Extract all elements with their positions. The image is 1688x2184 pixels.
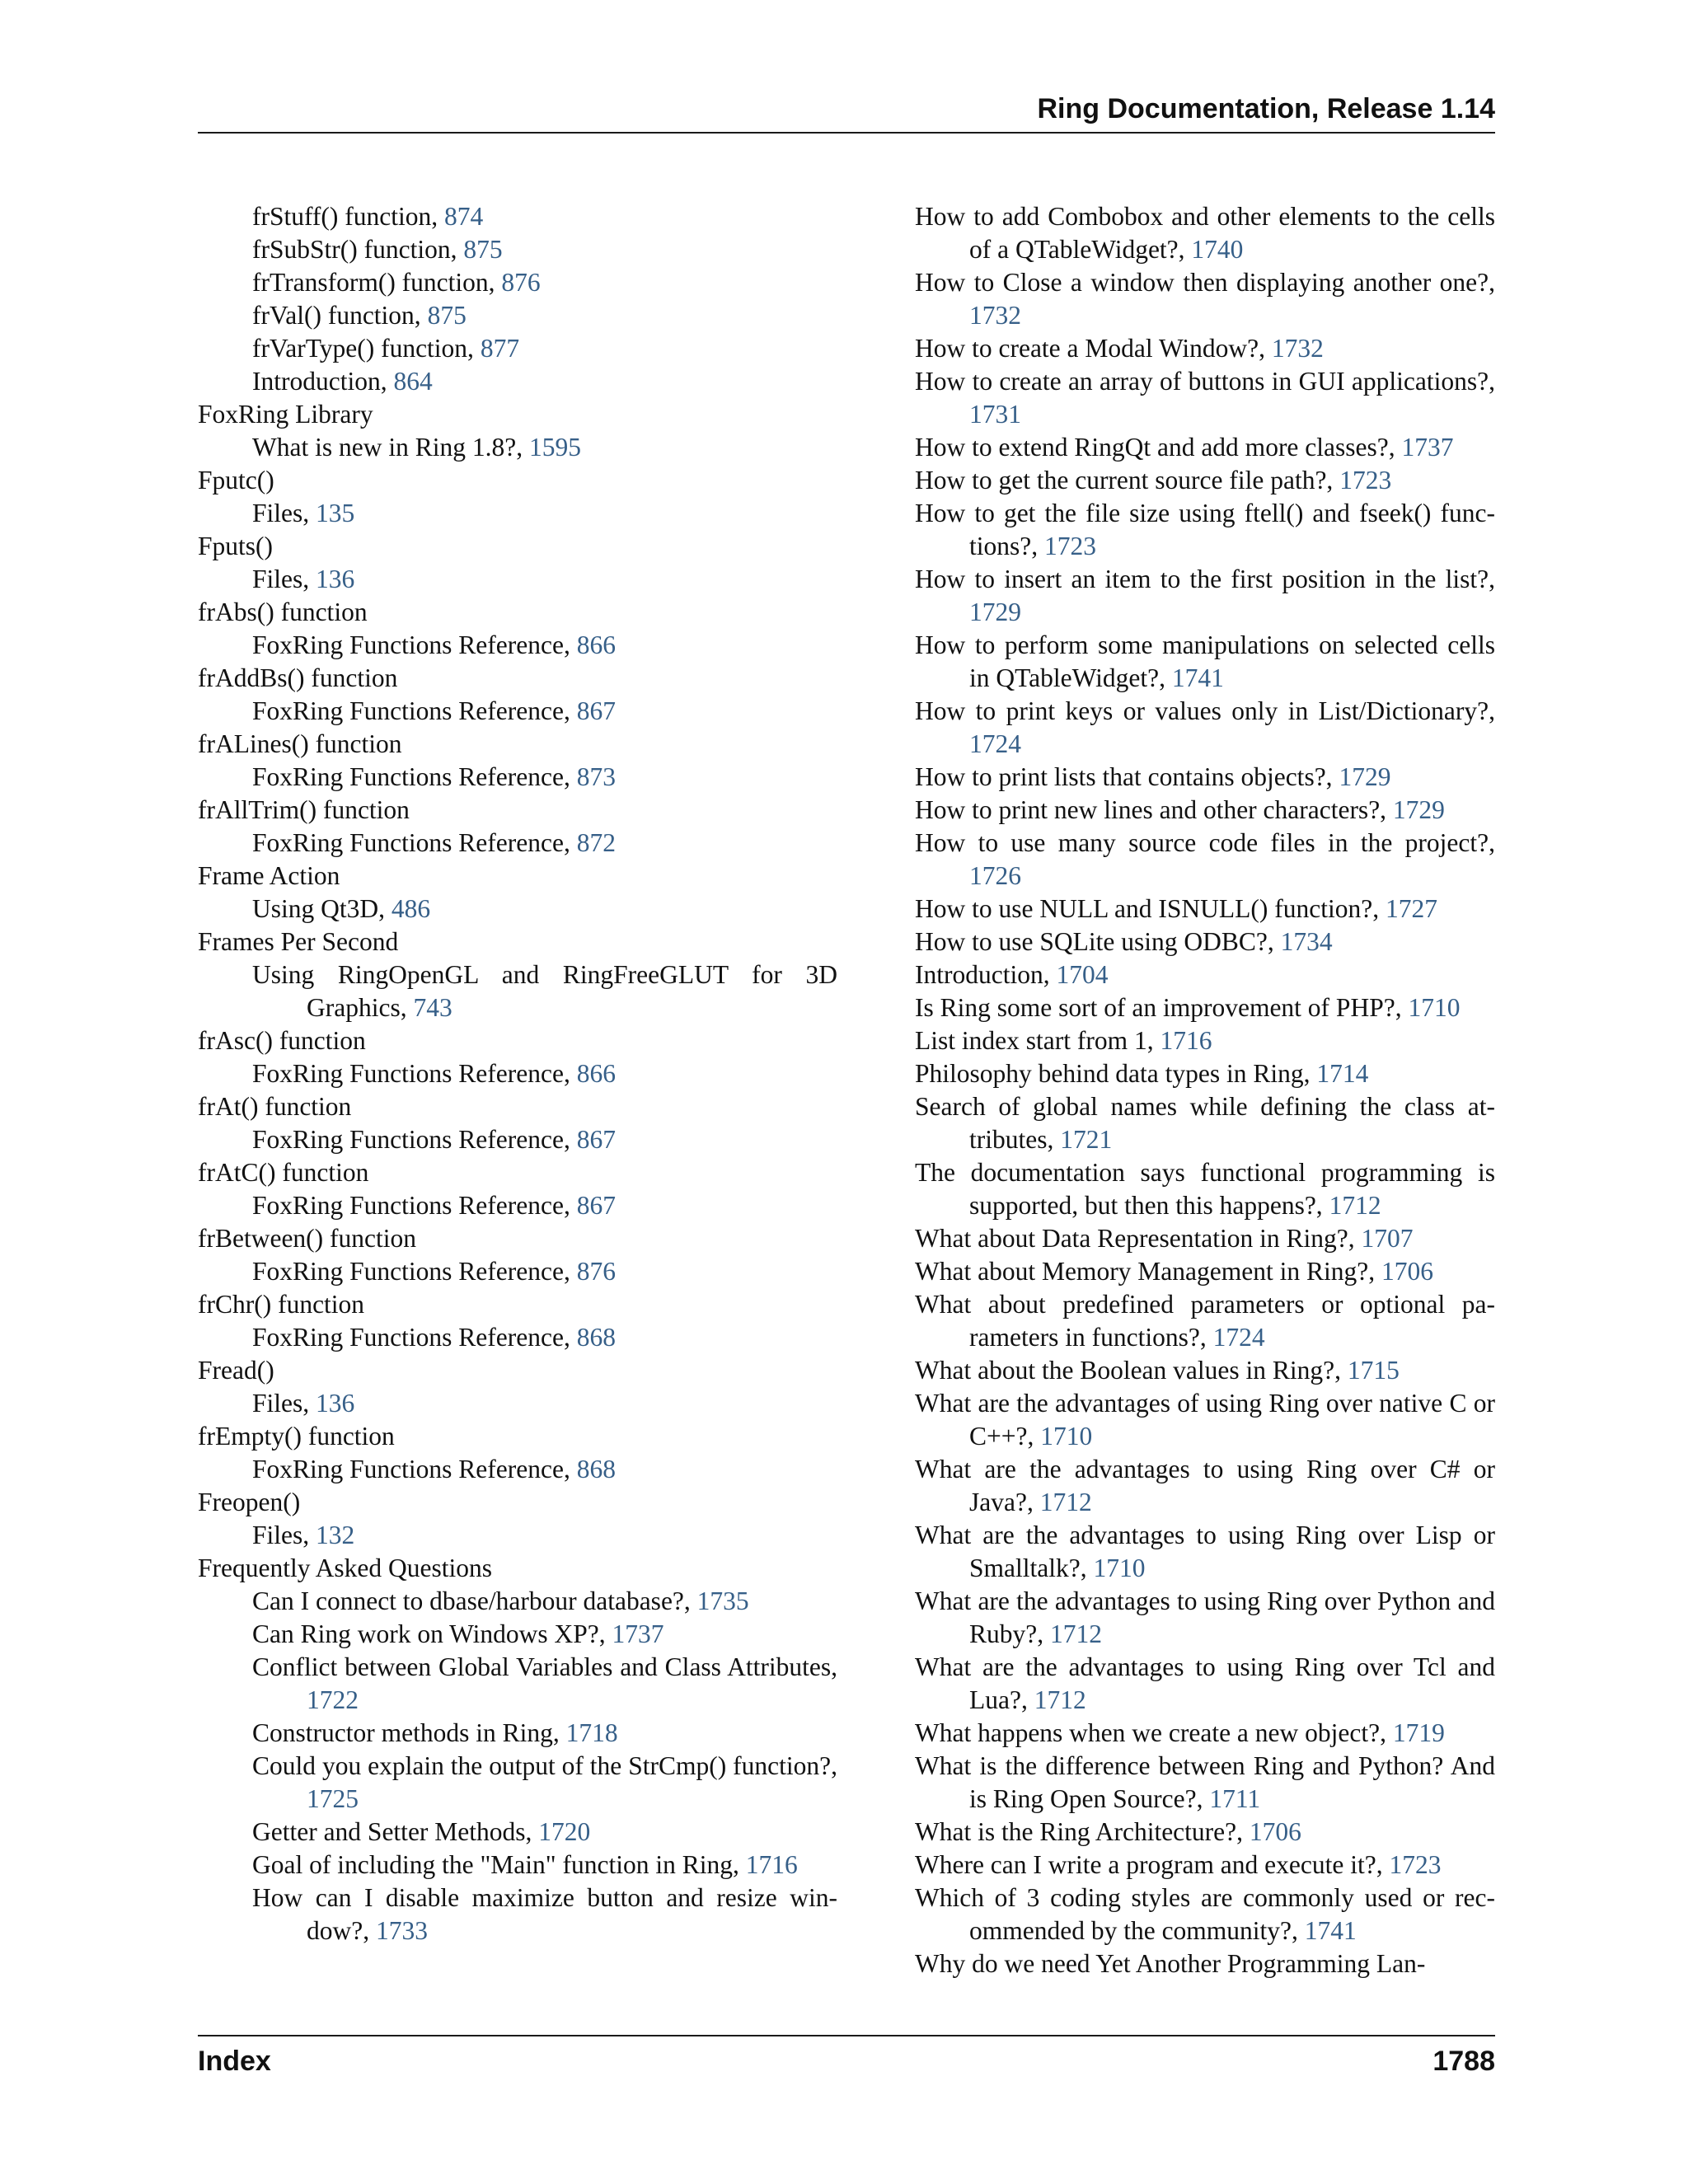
entry-text: Fread() xyxy=(198,1356,274,1385)
entry-text: Fputs() xyxy=(198,532,274,560)
index-entry xyxy=(915,629,1495,695)
entry-text: FoxRing Functions Reference, xyxy=(252,1191,577,1220)
index-entry xyxy=(915,1156,1495,1222)
index-subentry xyxy=(198,497,837,530)
index-entry xyxy=(198,1156,837,1189)
page-link[interactable]: 875 xyxy=(463,235,503,264)
index-subentry xyxy=(198,629,837,662)
index-entry xyxy=(198,926,837,958)
index-entry xyxy=(915,332,1495,365)
page-link[interactable]: 866 xyxy=(576,1059,616,1088)
index-subentry xyxy=(198,332,837,365)
page-link[interactable]: 1718 xyxy=(565,1718,618,1747)
page-link[interactable]: 1735 xyxy=(696,1586,749,1615)
index-entry xyxy=(915,200,1495,266)
page-link[interactable]: 1729 xyxy=(1392,795,1445,824)
entry-text: Which of 3 coding styles are commonly used or recommended by the community?, xyxy=(915,1883,1495,1945)
index-entry xyxy=(198,794,837,827)
index-subentry xyxy=(198,1882,837,1947)
entry-text: How to Close a window then displaying another one?, xyxy=(915,268,1495,297)
entry-text: frVarType() function, xyxy=(252,334,481,363)
index-entry xyxy=(915,1024,1495,1057)
entry-text: frAt() function xyxy=(198,1092,352,1121)
entry-text: What are the advantages to using Ring over Python and Ruby?, xyxy=(915,1586,1495,1648)
index-entry xyxy=(915,1651,1495,1717)
entry-text: Can Ring work on Windows XP?, xyxy=(252,1619,612,1648)
entry-text: How to insert an item to the first position in the list?, xyxy=(915,565,1495,593)
page-link[interactable]: 1733 xyxy=(375,1916,428,1945)
page-link[interactable]: 872 xyxy=(576,828,616,857)
page-link[interactable]: 486 xyxy=(391,894,431,923)
page-link[interactable]: 1710 xyxy=(1040,1422,1093,1451)
entry-text: How to get the file size using ftell() and fseek() functions?, xyxy=(915,499,1495,560)
page-link[interactable]: 876 xyxy=(576,1257,616,1286)
index-entry xyxy=(915,464,1495,497)
index-entry xyxy=(915,1882,1495,1947)
entry-text: How to use SQLite using ODBC?, xyxy=(915,927,1281,956)
index-entry xyxy=(198,464,837,497)
page-link[interactable]: 1710 xyxy=(1093,1554,1146,1582)
index-subentry xyxy=(198,1750,837,1816)
index-subentry xyxy=(198,695,837,728)
page-link[interactable]: 1729 xyxy=(1339,762,1391,791)
entry-text: How to create an array of buttons in GUI applications?, xyxy=(915,367,1495,396)
entry-text: What about Data Representation in Ring?, xyxy=(915,1224,1362,1253)
index-entry xyxy=(915,991,1495,1024)
page-link[interactable]: 1719 xyxy=(1392,1718,1445,1747)
page-link[interactable]: 866 xyxy=(576,630,616,659)
entry-text: How to perform some manipulations on selected cells in QTableWidget?, xyxy=(915,630,1495,692)
entry-text: How to print new lines and other characters?, xyxy=(915,795,1393,824)
entry-text: How to use NULL and ISNULL() function?, xyxy=(915,894,1386,923)
entry-text: How to create a Modal Window?, xyxy=(915,334,1272,363)
index-entry xyxy=(198,1552,837,1585)
entry-text: Where can I write a program and execute it?, xyxy=(915,1850,1390,1879)
page-link[interactable]: 873 xyxy=(576,762,616,791)
entry-text: Goal of including the "Main" function in Ring, xyxy=(252,1850,746,1879)
entry-text: What is the difference between Ring and Python? And is Ring Open Source?, xyxy=(915,1751,1495,1813)
page-link[interactable]: 874 xyxy=(444,202,484,231)
entry-text: Introduction, xyxy=(915,960,1057,989)
index-entry xyxy=(198,860,837,893)
page-link[interactable]: 1723 xyxy=(1339,466,1392,494)
entry-text: What is new in Ring 1.8?, xyxy=(252,433,529,462)
index-entry xyxy=(915,1453,1495,1519)
page-link[interactable]: 1727 xyxy=(1385,894,1437,923)
page-link[interactable]: 136 xyxy=(316,565,355,593)
page-link[interactable]: 867 xyxy=(576,1191,616,1220)
page-link[interactable]: 1732 xyxy=(1271,334,1324,363)
entry-text: How to use many source code files in the project?, xyxy=(915,828,1495,857)
page-link[interactable]: 876 xyxy=(501,268,541,297)
index-subentry xyxy=(198,1651,837,1717)
index-entry xyxy=(198,728,837,761)
index-entry xyxy=(915,958,1495,991)
index-entry xyxy=(915,827,1495,893)
page-link[interactable]: 1741 xyxy=(1304,1916,1357,1945)
page-link[interactable]: 1732 xyxy=(969,301,1021,330)
index-entry xyxy=(198,1354,837,1387)
entry-text: FoxRing Functions Reference, xyxy=(252,762,577,791)
index-entry xyxy=(915,497,1495,563)
entry-text: What about the Boolean values in Ring?, xyxy=(915,1356,1348,1385)
index-subentry xyxy=(198,1453,837,1486)
entry-text: What happens when we create a new object?, xyxy=(915,1718,1393,1747)
page-link[interactable]: 867 xyxy=(576,1125,616,1154)
page-link[interactable]: 743 xyxy=(413,993,452,1022)
index-entry xyxy=(198,1024,837,1057)
page-link[interactable]: 868 xyxy=(576,1323,616,1352)
index-entry xyxy=(915,1090,1495,1156)
page-footer xyxy=(198,2035,1495,2083)
entry-text: FoxRing Functions Reference, xyxy=(252,630,577,659)
document-title: Ring Documentation, Release 1.14 xyxy=(1037,93,1495,124)
index-column-left xyxy=(198,200,837,1947)
index-subentry xyxy=(198,299,837,332)
entry-text: Frames Per Second xyxy=(198,927,399,956)
index-subentry xyxy=(198,827,837,860)
page-link[interactable]: 1741 xyxy=(1171,663,1224,692)
entry-text: Files, xyxy=(252,499,316,527)
page-link[interactable]: 1722 xyxy=(307,1685,359,1714)
page-link[interactable]: 1737 xyxy=(1401,433,1454,462)
entry-text: FoxRing Functions Reference, xyxy=(252,696,577,725)
page-link[interactable]: 1712 xyxy=(1329,1191,1381,1220)
entry-text: How to print lists that contains objects?, xyxy=(915,762,1339,791)
entry-text: What about predefined parameters or optional parameters in functions?, xyxy=(915,1290,1495,1352)
index-column-right xyxy=(915,200,1495,1980)
entry-text: Using RingOpenGL and RingFreeGLUT for 3D Graphics, xyxy=(252,960,837,1022)
page-link[interactable]: 867 xyxy=(576,696,616,725)
index-subentry xyxy=(198,893,837,926)
page-link[interactable]: 1724 xyxy=(1212,1323,1265,1352)
page-link[interactable]: 1716 xyxy=(745,1850,798,1879)
entry-text: frEmpty() function xyxy=(198,1422,395,1451)
entry-text: frAtC() function xyxy=(198,1158,369,1187)
page-header xyxy=(198,92,1495,134)
entry-text: What about Memory Management in Ring?, xyxy=(915,1257,1381,1286)
entry-text: Constructor methods in Ring, xyxy=(252,1718,566,1747)
entry-text: How to print keys or values only in List/Dictionary?, xyxy=(915,696,1495,725)
entry-text: frChr() function xyxy=(198,1290,365,1319)
index-entry xyxy=(915,1354,1495,1387)
page-link[interactable]: 1716 xyxy=(1160,1026,1212,1055)
page-link[interactable]: 1725 xyxy=(307,1784,359,1813)
page-link[interactable]: 1726 xyxy=(969,861,1021,890)
page-link[interactable]: 864 xyxy=(393,367,433,396)
entry-text: What are the advantages of using Ring over native C or C++?, xyxy=(915,1389,1495,1451)
index-subentry xyxy=(198,200,837,233)
entry-text: The documentation says functional programming is supported, but then this happens?, xyxy=(915,1158,1495,1220)
entry-text: FoxRing Functions Reference, xyxy=(252,1455,577,1483)
page-link[interactable]: 1720 xyxy=(538,1817,591,1846)
page-link[interactable]: 1595 xyxy=(528,433,581,462)
index-entry xyxy=(198,398,837,431)
index-subentry xyxy=(198,1849,837,1882)
entry-text: Files, xyxy=(252,565,316,593)
page-link[interactable]: 1723 xyxy=(1044,532,1096,560)
entry-text: What is the Ring Architecture?, xyxy=(915,1817,1250,1846)
index-subentry xyxy=(198,431,837,464)
entry-text: Frequently Asked Questions xyxy=(198,1554,492,1582)
index-entry xyxy=(915,365,1495,431)
entry-text: Is Ring some sort of an improvement of PHP?, xyxy=(915,993,1409,1022)
index-subentry xyxy=(198,233,837,266)
page-link[interactable]: 1734 xyxy=(1280,927,1333,956)
index-entry xyxy=(915,1288,1495,1354)
index-subentry xyxy=(198,1519,837,1552)
entry-text: How to extend RingQt and add more classes?, xyxy=(915,433,1402,462)
entry-text: What are the advantages to using Ring over Lisp or Smalltalk?, xyxy=(915,1521,1495,1582)
index-entry xyxy=(915,1750,1495,1816)
page-link[interactable]: 1712 xyxy=(1034,1685,1086,1714)
page-number: 1788 xyxy=(1432,2046,1495,2077)
page-link[interactable]: 136 xyxy=(316,1389,355,1418)
index-subentry xyxy=(198,1255,837,1288)
entry-text: frAbs() function xyxy=(198,598,368,626)
footer-section-label: Index xyxy=(198,2046,271,2077)
entry-text: Getter and Setter Methods, xyxy=(252,1817,539,1846)
index-subentry xyxy=(198,1123,837,1156)
index-entry xyxy=(198,1420,837,1453)
entry-text: Philosophy behind data types in Ring, xyxy=(915,1059,1317,1088)
index-entry xyxy=(915,1849,1495,1882)
entry-text: How to get the current source file path?, xyxy=(915,466,1340,494)
index-entry xyxy=(915,794,1495,827)
page-link[interactable]: 1706 xyxy=(1249,1817,1301,1846)
index-subentry xyxy=(198,563,837,596)
index-subentry xyxy=(198,958,837,1024)
page-link[interactable]: 877 xyxy=(480,334,520,363)
index-subentry xyxy=(198,1585,837,1618)
index-subentry xyxy=(198,1189,837,1222)
entry-text: frAddBs() function xyxy=(198,663,398,692)
entry-text: What are the advantages to using Ring over Tcl and Lua?, xyxy=(915,1652,1495,1714)
page-link[interactable]: 1721 xyxy=(1060,1125,1113,1154)
index-subentry xyxy=(198,365,837,398)
entry-text: How to add Combobox and other elements to the cells of a QTableWidget?, xyxy=(915,202,1495,264)
entry-text: How can I disable maximize button and resize window?, xyxy=(252,1883,837,1945)
index-entry xyxy=(198,662,837,695)
index-entry xyxy=(915,926,1495,958)
entry-text: Why do we need Yet Another Programming Lan- xyxy=(915,1949,1426,1978)
page-link[interactable]: 135 xyxy=(316,499,355,527)
index-subentry xyxy=(198,761,837,794)
page-link[interactable]: 1706 xyxy=(1381,1257,1433,1286)
entry-text: frStuff() function, xyxy=(252,202,444,231)
entry-text: FoxRing Functions Reference, xyxy=(252,1059,577,1088)
index-subentry xyxy=(198,1816,837,1849)
entry-text: FoxRing Functions Reference, xyxy=(252,1323,577,1352)
entry-text: What are the advantages to using Ring over C# or Java?, xyxy=(915,1455,1495,1516)
index-entry xyxy=(915,563,1495,629)
index-subentry xyxy=(198,1057,837,1090)
page-link[interactable]: 1715 xyxy=(1347,1356,1400,1385)
entry-text: Files, xyxy=(252,1389,316,1418)
page-link[interactable]: 1712 xyxy=(1050,1619,1102,1648)
entry-text: FoxRing Functions Reference, xyxy=(252,1257,577,1286)
entry-text: Freopen() xyxy=(198,1488,301,1516)
index-entry xyxy=(915,695,1495,761)
entry-text: frTransform() function, xyxy=(252,268,502,297)
page-link[interactable]: 1704 xyxy=(1056,960,1109,989)
entry-text: Fputc() xyxy=(198,466,274,494)
index-entry xyxy=(915,1222,1495,1255)
page-link[interactable]: 1737 xyxy=(612,1619,664,1648)
page-link[interactable]: 1707 xyxy=(1361,1224,1414,1253)
entry-text: Can I connect to dbase/harbour database?, xyxy=(252,1586,697,1615)
entry-text: Frame Action xyxy=(198,861,340,890)
entry-text: frAsc() function xyxy=(198,1026,366,1055)
page-link[interactable]: 868 xyxy=(576,1455,616,1483)
entry-text: List index start from 1, xyxy=(915,1026,1160,1055)
index-entry xyxy=(915,1057,1495,1090)
page-link[interactable]: 1712 xyxy=(1039,1488,1092,1516)
index-entry xyxy=(915,1387,1495,1453)
entry-text: frVal() function, xyxy=(252,301,428,330)
entry-text: Files, xyxy=(252,1521,316,1549)
entry-text: Could you explain the output of the StrCmp() function?, xyxy=(252,1751,837,1780)
index-entry xyxy=(915,1717,1495,1750)
entry-text: Using Qt3D, xyxy=(252,894,392,923)
index-entry xyxy=(915,266,1495,332)
index-entry xyxy=(915,1519,1495,1585)
index-entry xyxy=(915,1255,1495,1288)
page-link[interactable]: 1740 xyxy=(1191,235,1244,264)
index-entry xyxy=(915,761,1495,794)
index-entry xyxy=(198,596,837,629)
index-subentry xyxy=(198,1321,837,1354)
entry-text: frAllTrim() function xyxy=(198,795,410,824)
index-subentry xyxy=(198,1717,837,1750)
index-entry xyxy=(198,1222,837,1255)
page-link[interactable]: 1731 xyxy=(969,400,1021,429)
entry-text: frALines() function xyxy=(198,729,402,758)
page-link[interactable]: 1729 xyxy=(969,598,1021,626)
index-entry xyxy=(915,431,1495,464)
index-subentry xyxy=(198,266,837,299)
page-link[interactable]: 132 xyxy=(316,1521,355,1549)
index-entry xyxy=(198,1090,837,1123)
index-entry xyxy=(915,1947,1495,1980)
entry-text: FoxRing Library xyxy=(198,400,373,429)
entry-text: frBetween() function xyxy=(198,1224,417,1253)
entry-text: FoxRing Functions Reference, xyxy=(252,1125,577,1154)
index-entry xyxy=(915,1585,1495,1651)
index-entry xyxy=(198,530,837,563)
index-entry xyxy=(915,1816,1495,1849)
index-entry xyxy=(198,1288,837,1321)
entry-text: Conflict between Global Variables and Class Attributes, xyxy=(252,1652,837,1681)
page-link[interactable]: 875 xyxy=(427,301,467,330)
index-subentry xyxy=(198,1387,837,1420)
page-link[interactable]: 1724 xyxy=(969,729,1021,758)
entry-text: Introduction, xyxy=(252,367,394,396)
entry-text: Search of global names while defining the class attributes, xyxy=(915,1092,1495,1154)
page-link[interactable]: 1723 xyxy=(1389,1850,1442,1879)
entry-text: FoxRing Functions Reference, xyxy=(252,828,577,857)
index-subentry xyxy=(198,1618,837,1651)
entry-text: frSubStr() function, xyxy=(252,235,464,264)
page-link[interactable]: 1714 xyxy=(1316,1059,1369,1088)
index-entry xyxy=(915,893,1495,926)
page-link[interactable]: 1711 xyxy=(1209,1784,1261,1813)
page-link[interactable]: 1710 xyxy=(1408,993,1461,1022)
index-entry xyxy=(198,1486,837,1519)
